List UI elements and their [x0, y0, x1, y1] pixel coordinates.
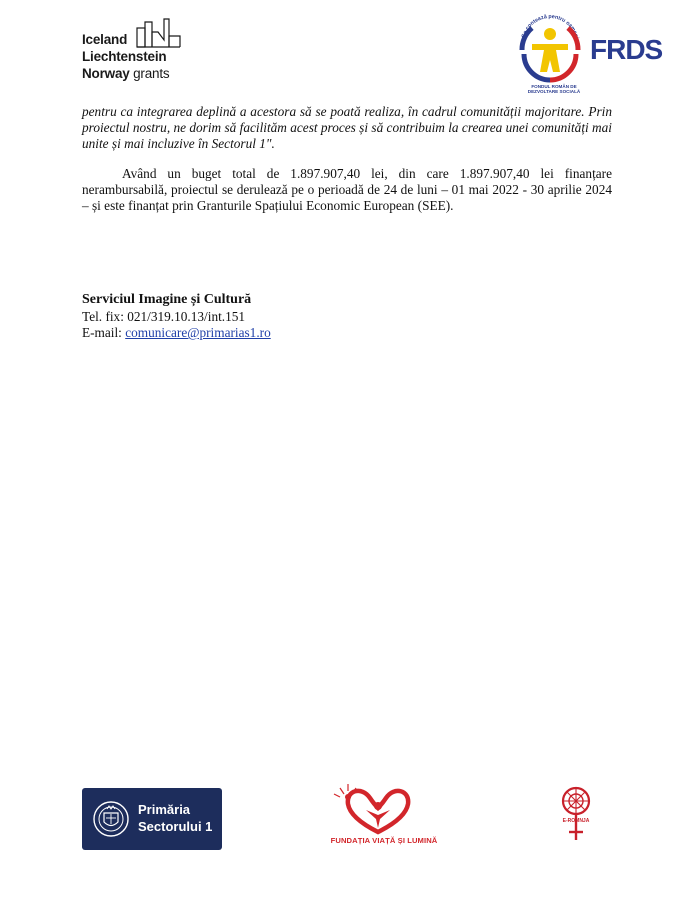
contact-email-link[interactable]: comunicare@primarias1.ro: [125, 325, 271, 340]
fundatia-viata-si-lumina-logo: [318, 782, 450, 852]
contact-email-label: E-mail:: [82, 325, 126, 340]
eea-logo-iceland: Iceland: [82, 32, 128, 47]
contact-phone: Tel. fix: 021/319.10.13/int.151: [82, 309, 246, 324]
heart-person-icon: [318, 782, 450, 836]
fundatia-wordmark: FUNDAȚIA VIAȚĂ ȘI LUMINĂ: [330, 836, 438, 845]
primaria-line2: Sectorului 1: [138, 819, 213, 834]
e-romnja-wordmark: E-ROMNJA: [562, 818, 590, 824]
frds-emblem-icon: [510, 10, 590, 84]
coat-of-arms-icon: [92, 800, 130, 838]
eea-logo-grants: grants: [129, 66, 170, 81]
roma-wheel-venus-icon: [556, 786, 596, 842]
budget-paragraph: Având un buget total de 1.897.907,40 lei, din care 1.897.907,40 lei finanțare nerambursabilă, proiectul se derulează pe o perioadă de 24 de luni – 01 mai 2022 - 30 aprilie 2024 – și este finanțat prin Granturile Spațiului Economic European (SEE).: [82, 166, 612, 213]
contact-email-line: [82, 325, 271, 341]
frds-subtitle: FONDUL ROMÂN DE DEZVOLTARE SOCIALĂ: [527, 84, 581, 94]
eea-grants-mark-icon: [136, 18, 182, 48]
primaria-line1: Primăria: [138, 802, 191, 817]
e-romnja-logo: [556, 786, 596, 842]
contact-title: Serviciul Imagine și Cultură: [82, 292, 252, 307]
eea-logo-liechtenstein: Liechtenstein: [82, 49, 167, 64]
primaria-text: [138, 801, 212, 835]
frds-wordmark: FRDS: [590, 34, 663, 65]
eea-logo-norway: Norway: [82, 66, 130, 81]
contact-block: [82, 292, 271, 341]
eea-logo-norway-grants: [82, 66, 169, 81]
frds-logo: [510, 10, 663, 96]
primaria-sectorului-1-logo: [82, 788, 222, 850]
quote-paragraph: pentru ca integrarea deplină a acestora să se poată realiza, în cadrul comunității majoritare. Prin proiectul nostru, ne dorim să facilităm acest proces și să contribuim la crearea unei comunități mai unite și mai incluzive în Sectorul 1".: [82, 104, 612, 151]
svg-text:Ce contează pentru oameni: Ce contează pentru oameni: [520, 13, 580, 40]
eea-grants-logo: [82, 18, 192, 82]
